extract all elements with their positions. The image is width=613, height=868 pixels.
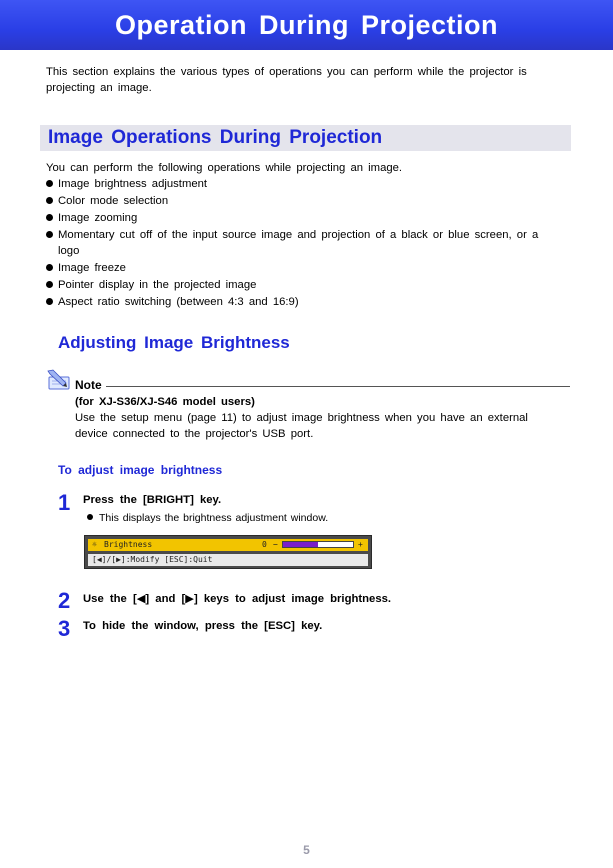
note-divider	[106, 386, 570, 387]
list-item: Pointer display in the projected image	[46, 277, 546, 293]
step-detail: This displays the brightness adjustment window.	[87, 512, 328, 524]
bullet-icon	[46, 180, 53, 187]
procedure-heading: To adjust image brightness	[58, 463, 223, 477]
brightness-label: Brightness	[104, 540, 153, 549]
note-qualifier: (for XJ-S36/XJ-S46 model users)	[75, 396, 255, 408]
bullet-icon	[87, 514, 93, 520]
sun-icon: ☼	[92, 540, 97, 549]
step-text: To hide the window, press the [ESC] key.	[83, 620, 323, 632]
page-title: Operation During Projection	[114, 9, 499, 40]
page-banner	[0, 0, 613, 50]
list-item: Image freeze	[46, 260, 546, 276]
subsection-heading: Adjusting Image Brightness	[58, 333, 290, 352]
bullet-icon	[46, 264, 53, 271]
minus-icon: −	[273, 540, 278, 549]
step-number: 3	[58, 616, 71, 641]
operations-list	[46, 176, 546, 311]
list-item: Color mode selection	[46, 193, 546, 209]
plus-icon: +	[358, 540, 363, 549]
section-heading-bar	[40, 125, 571, 151]
brightness-window-title-bar	[88, 539, 368, 551]
key-hint: [◀]/[▶]:Modify [ESC]:Quit	[92, 555, 213, 564]
list-item: Aspect ratio switching (between 4:3 and 16:9)	[46, 294, 546, 310]
list-item: Image brightness adjustment	[46, 176, 546, 192]
list-item: Image zooming	[46, 210, 546, 226]
bullet-icon	[46, 298, 53, 305]
note-body	[75, 394, 555, 442]
note-text: Use the setup menu (page 11) to adjust image brightness when you have an external device connected to the projector's USB port.	[75, 412, 528, 440]
note-pencil-icon	[46, 369, 72, 391]
brightness-window	[84, 535, 372, 569]
intro-paragraph: This section explains the various types of operations you can perform while the projector is projecting an image.	[46, 66, 527, 94]
brightness-bar-fill	[283, 542, 318, 547]
step-number: 2	[58, 588, 71, 613]
brightness-window-hint-bar	[88, 554, 368, 566]
bullet-icon	[46, 281, 53, 288]
step-number: 1	[58, 490, 71, 515]
section-lead: You can perform the following operations while projecting an image.	[46, 162, 403, 174]
list-item: Momentary cut off of the input source image and projection of a black or blue screen, or a logo	[46, 227, 546, 259]
note-label: Note	[75, 378, 102, 392]
step-text: Press the [BRIGHT] key.	[83, 494, 222, 506]
bullet-icon	[46, 197, 53, 204]
brightness-bar	[282, 541, 354, 548]
step-text: Use the [◀] and [▶] keys to adjust image brightness.	[83, 593, 392, 605]
bullet-icon	[46, 231, 53, 238]
bullet-icon	[46, 214, 53, 221]
page-number: 5	[303, 843, 310, 857]
brightness-value: 0	[262, 540, 267, 549]
section-heading: Image Operations During Projection	[48, 127, 383, 148]
